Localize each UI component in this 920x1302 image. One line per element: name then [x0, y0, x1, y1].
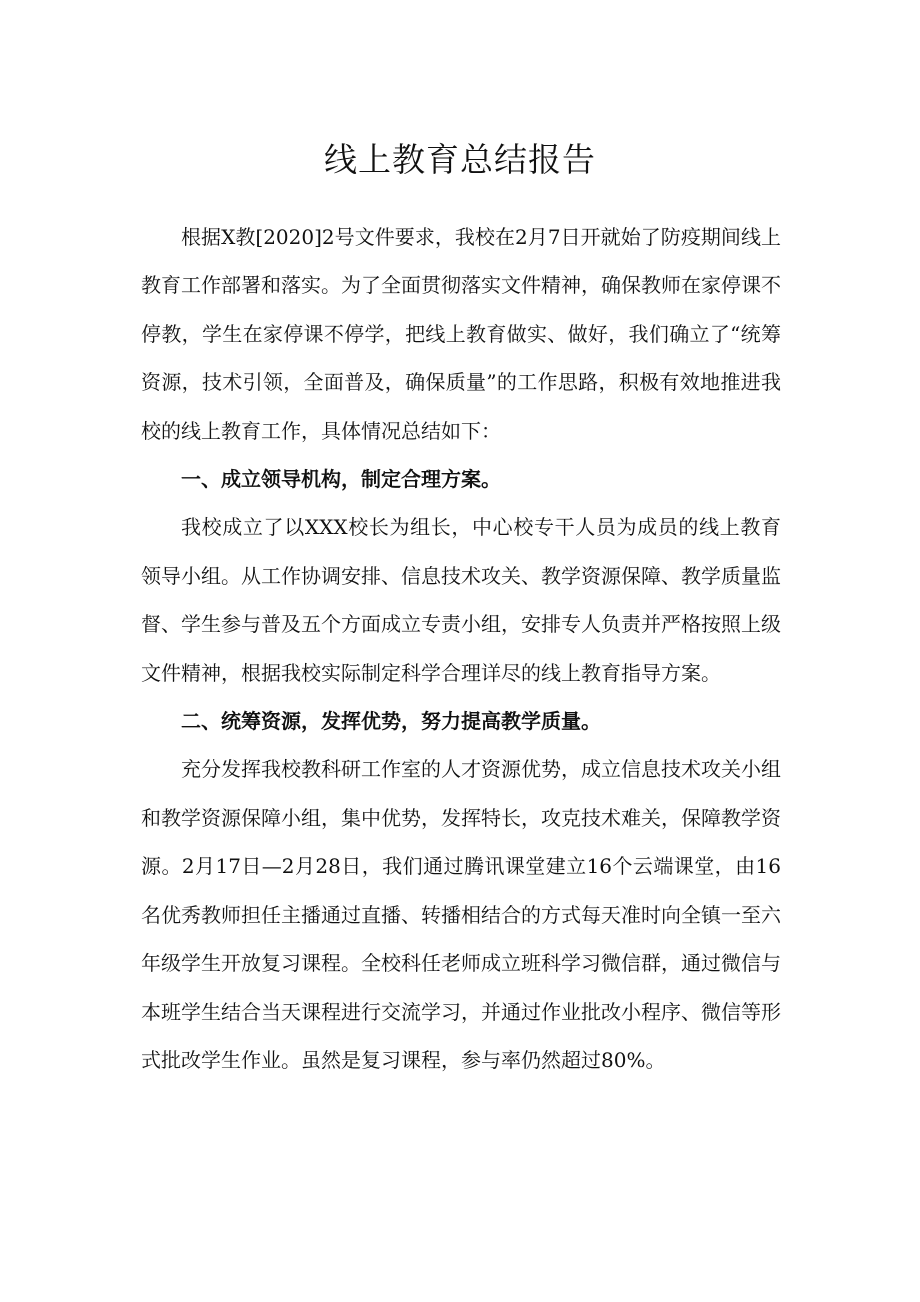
section-heading-2: 二、统筹资源，发挥优势，努力提高教学质量。: [181, 709, 601, 734]
section-1-paragraph: 我校成立了以XXX校长为组长，中心校专干人员为成员的线上教育领导小组。从工作协调安排、信息技术攻关、教学资源保障、教学质量监督、学生参与普及五个方面成立专责小组，安排专人负责并严格按照上级文件精神，根据我校实际制定科学合理详尽的线上教育指导方案。: [141, 515, 781, 685]
page-title: 线上教育总结报告: [324, 140, 596, 180]
intro-paragraph: 根据X教[2020]2号文件要求，我校在2月7日开就始了防疫期间线上教育工作部署和落实。为了全面贯彻落实文件精神，确保教师在家停课不停教，学生在家停课不停学，把线上教育做实、做好，我们确立了“统筹资源，技术引领，全面普及，确保质量”的工作思路，积极有效地推进我校的线上教育工作，具体情况总结如下：: [141, 225, 781, 443]
document-body: [141, 213, 781, 1084]
section-2-paragraph: 充分发挥我校教科研工作室的人才资源优势，成立信息技术攻关小组和教学资源保障小组，集中优势，发挥特长，攻克技术难关，保障教学资源。2月17日—2月28日，我们通过腾讯课堂建立16个云端课堂，由16名优秀教师担任主播通过直播、转播相结合的方式每天准时向全镇一至六年级学生开放复习课程。全校科任老师成立班科学习微信群，通过微信与本班学生结合当天课程进行交流学习，并通过作业批改小程序、微信等形式批改学生作业。虽然是复习课程，参与率仍然超过80%。: [141, 757, 781, 1072]
section-heading-1: 一、成立领导机构，制定合理方案。: [181, 467, 501, 492]
